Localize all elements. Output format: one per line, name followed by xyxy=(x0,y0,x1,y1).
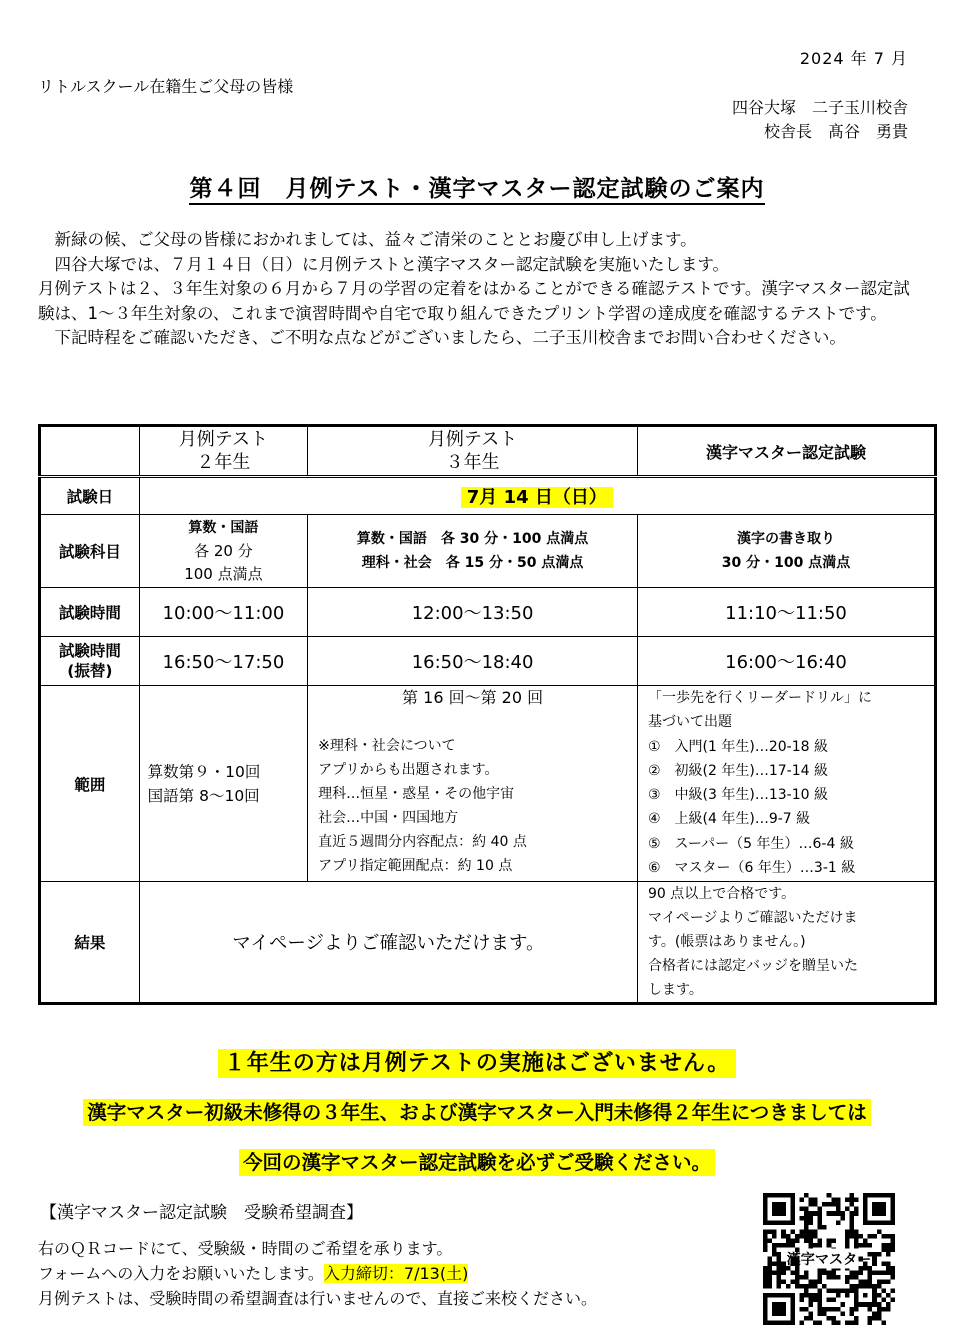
intro-paragraph: 四谷大塚では、７月１４日（日）に月例テストと漢字マスター認定試験を実施いたします。 xyxy=(54,254,730,274)
survey-heading: 【漢字マスター認定試験 受験希望調査】 xyxy=(40,1203,363,1223)
row-label-time-alt-line1: 試験時間 xyxy=(58,642,121,660)
subjects-g2-line: 100 点満点 xyxy=(184,564,263,583)
notice-kanji-line1: 漢字マスター初級未修得の３年生、および漢字マスター入門未修得２年生につきましては xyxy=(83,1099,871,1126)
sender-block xyxy=(732,96,908,144)
document-title: 第４回 月例テスト・漢字マスター認定試験のご案内 xyxy=(189,176,764,205)
notice-kanji-line2: 今回の漢字マスター認定試験を必ずご受験ください。 xyxy=(239,1149,715,1176)
subjects-kanji-line: 30 分・100 点満点 xyxy=(721,555,851,571)
intro-text xyxy=(38,228,918,351)
survey-deadline: 入力締切：7/13(土) xyxy=(323,1264,469,1283)
school-name: 四谷大塚 二子玉川校舎 xyxy=(731,98,908,117)
scope-g2-line: 算数第９・10回 xyxy=(147,762,261,781)
schedule-table xyxy=(38,424,937,1005)
document-title-wrap xyxy=(0,170,954,203)
time-alt-kanji: 16:00～16:40 xyxy=(638,637,936,686)
scope-g3-line: ※理科・社会について xyxy=(318,738,456,754)
scope-kanji-level: ③ 中級(3 年生)…13-10 級 xyxy=(648,787,828,804)
scope-kanji-level: ⑥ マスター（6 年生）…3-1 級 xyxy=(648,860,856,877)
subjects-g2 xyxy=(139,515,308,588)
subjects-g3-line: 算数・国語 各 30 分・100 点満点 xyxy=(356,531,589,547)
subjects-g3-line: 理科・社会 各 15 分・50 点満点 xyxy=(361,555,584,571)
result-kanji-line: します。 xyxy=(648,982,703,998)
scope-g3-line: アプリからも出題されます。 xyxy=(318,762,499,778)
table-row-subjects xyxy=(40,515,936,588)
header-kanji: 漢字マスター認定試験 xyxy=(638,426,936,477)
scope-kanji-head: 基づいて出題 xyxy=(648,714,732,731)
result-kanji-line: す。(帳票はありません。) xyxy=(648,934,806,950)
table-row-date xyxy=(40,477,936,515)
survey-qr-code-icon[interactable] xyxy=(763,1193,895,1325)
header-g2-line1: 月例テスト xyxy=(178,429,269,450)
notice-kanji-wrap-2 xyxy=(0,1147,954,1175)
row-label-scope: 範囲 xyxy=(40,686,140,882)
exam-date-value: 7月 14 日（日） xyxy=(461,487,613,508)
subjects-g2-line: 算数・国語 xyxy=(188,519,259,536)
scope-kanji xyxy=(638,686,936,882)
table-header-row xyxy=(40,426,936,477)
scope-kanji-head: 「一歩先を行くリーダードリル」に xyxy=(648,690,872,706)
scope-g3 xyxy=(308,686,638,882)
row-label-time-alt-line2: (振替) xyxy=(67,662,113,680)
header-g2-line2: ２年生 xyxy=(196,452,251,473)
document-date: 2024 年 7 月 xyxy=(799,49,908,68)
scope-kanji-level: ④ 上級(4 年生)…9-7 級 xyxy=(648,811,811,828)
result-monthly: マイページよりご確認いただけます。 xyxy=(139,882,637,1004)
time-alt-g2: 16:50～17:50 xyxy=(139,637,308,686)
time-g3: 12:00～13:50 xyxy=(308,588,638,637)
row-label-time-alt xyxy=(40,637,140,686)
result-kanji-line: 合格者には認定バッジを贈呈いた xyxy=(648,958,858,974)
exam-date-cell xyxy=(139,477,935,515)
header-g3-line2: ３年生 xyxy=(445,452,500,473)
scope-g3-line: 社会…中国・四国地方 xyxy=(318,810,459,826)
scope-g2-line: 国語第 8～10回 xyxy=(147,786,260,805)
intro-paragraph: 下記時程をご確認いただき、ご不明な点などがございましたら、二子玉川校舎までお問い合わせください。 xyxy=(54,328,846,347)
scope-kanji-level: ⑤ スーパー（5 年生）…6-4 級 xyxy=(648,835,854,852)
row-label-result: 結果 xyxy=(40,882,140,1004)
notice-grade1: １年生の方は月例テストの実施はございません。 xyxy=(218,1049,736,1078)
subjects-kanji xyxy=(638,515,936,588)
scope-kanji-level: ② 初級(2 年生)…17-14 級 xyxy=(648,762,828,779)
scope-g2 xyxy=(139,686,308,882)
subjects-g2-line: 各 20 分 xyxy=(194,541,253,560)
header-g3-line1: 月例テスト xyxy=(427,429,518,450)
survey-text xyxy=(38,1236,597,1311)
header-g2 xyxy=(139,426,308,477)
scope-kanji-level: ① 入門(1 年生)…20-18 級 xyxy=(648,738,828,755)
row-label-subjects: 試験科目 xyxy=(40,515,140,588)
scope-g3-head: 第 16 回～第 20 回 xyxy=(402,688,544,707)
header-g3 xyxy=(308,426,638,477)
result-kanji xyxy=(638,882,936,1004)
result-kanji-line: マイページよりご確認いただけま xyxy=(648,910,858,926)
row-label-time: 試験時間 xyxy=(40,588,140,637)
notice-grade1-wrap xyxy=(0,1046,954,1077)
scope-kanji-list xyxy=(638,686,934,880)
table-row-time-alt xyxy=(40,637,936,686)
header-empty-cell xyxy=(40,426,140,477)
scope-g3-line: 理科…恒星・惑星・その他宇宙 xyxy=(318,786,515,802)
survey-line: 月例テストは、受験時間の希望調査は行いませんので、直接ご来校ください。 xyxy=(38,1289,598,1308)
survey-line-2 xyxy=(38,1261,597,1286)
table-row-scope xyxy=(40,686,936,882)
survey-line: フォームへの入力をお願いいたします。 xyxy=(38,1264,324,1283)
addressee: リトルスクール在籍生ご父母の皆様 xyxy=(38,77,294,96)
scope-g3-line: アプリ指定範囲配点：約 10 点 xyxy=(318,858,513,874)
subjects-g3 xyxy=(308,515,638,588)
scope-g3-line: 直近５週間分内容配点：約 40 点 xyxy=(318,834,527,850)
survey-line: 右のＱＲコードにて、受験級・時間のご希望を承ります。 xyxy=(38,1239,453,1258)
table-row-result xyxy=(40,882,936,1004)
principal-name: 校舎長 髙谷 勇貴 xyxy=(763,122,908,141)
qr-label: 漢字マスター xyxy=(786,1252,872,1269)
result-kanji-list xyxy=(638,882,934,1002)
intro-paragraph: 新緑の候、ご父母の皆様におかれましては、益々ご清栄のこととお慶び申し上げます。 xyxy=(54,230,697,249)
time-alt-g3: 16:50～18:40 xyxy=(308,637,638,686)
intro-paragraph: 月例テストは２、３年生対象の６月から７月の学習の定着をはかることができる確認テストです。漢字マスター認定試験は、1～３年生対象の、これまで演習時間や自宅で取り組んできたプリント学習の達成度を確認するテストです。 xyxy=(38,279,910,323)
subjects-kanji-line: 漢字の書き取り xyxy=(737,531,835,547)
row-label-date: 試験日 xyxy=(40,477,140,515)
table-row-time xyxy=(40,588,936,637)
scope-g3-list xyxy=(308,734,637,878)
result-kanji-line: 90 点以上で合格です。 xyxy=(648,886,796,902)
notice-kanji-wrap xyxy=(0,1097,954,1125)
time-g2: 10:00～11:00 xyxy=(139,588,308,637)
time-kanji: 11:10～11:50 xyxy=(638,588,936,637)
